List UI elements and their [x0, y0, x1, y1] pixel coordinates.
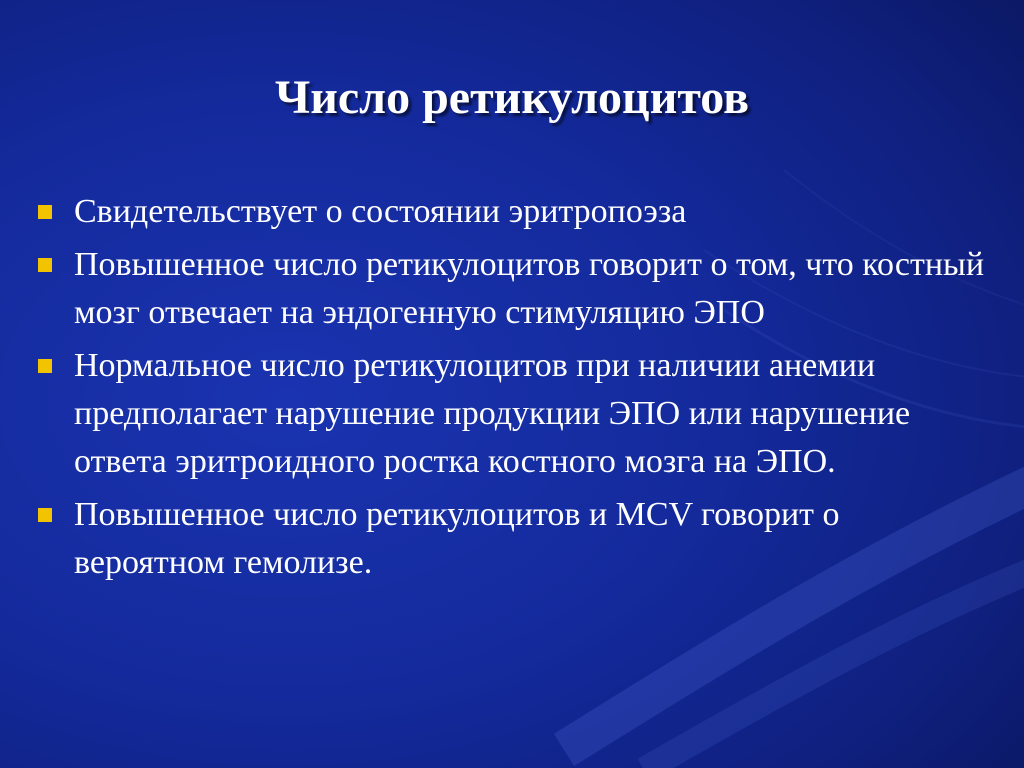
square-bullet-icon — [38, 258, 52, 272]
square-bullet-icon — [38, 359, 52, 373]
bullet-text: Повышенное число ретикулоцитов говорит о том, что костный мозг отвечает на эндогенную стимуляцию ЭПО — [74, 246, 985, 331]
square-bullet-icon — [38, 205, 52, 219]
bullet-text: Свидетельствует о состоянии эритропоэза — [74, 193, 687, 230]
square-bullet-icon — [38, 508, 52, 522]
bullet-item — [36, 342, 996, 486]
bullet-item — [36, 241, 996, 337]
bullet-item — [36, 188, 996, 236]
slide-title: Число ретикулоцитов — [274, 71, 750, 124]
bullet-list — [36, 188, 996, 592]
bullet-text: Нормальное число ретикулоцитов при наличии анемии предполагает нарушение продукции ЭПО или нарушение ответа эритроидного ростка костного мозга на ЭПО. — [74, 347, 911, 480]
bullet-text: Повышенное число ретикулоцитов и MCV говорит о вероятном гемолизе. — [74, 496, 840, 581]
bullet-item — [36, 491, 996, 587]
